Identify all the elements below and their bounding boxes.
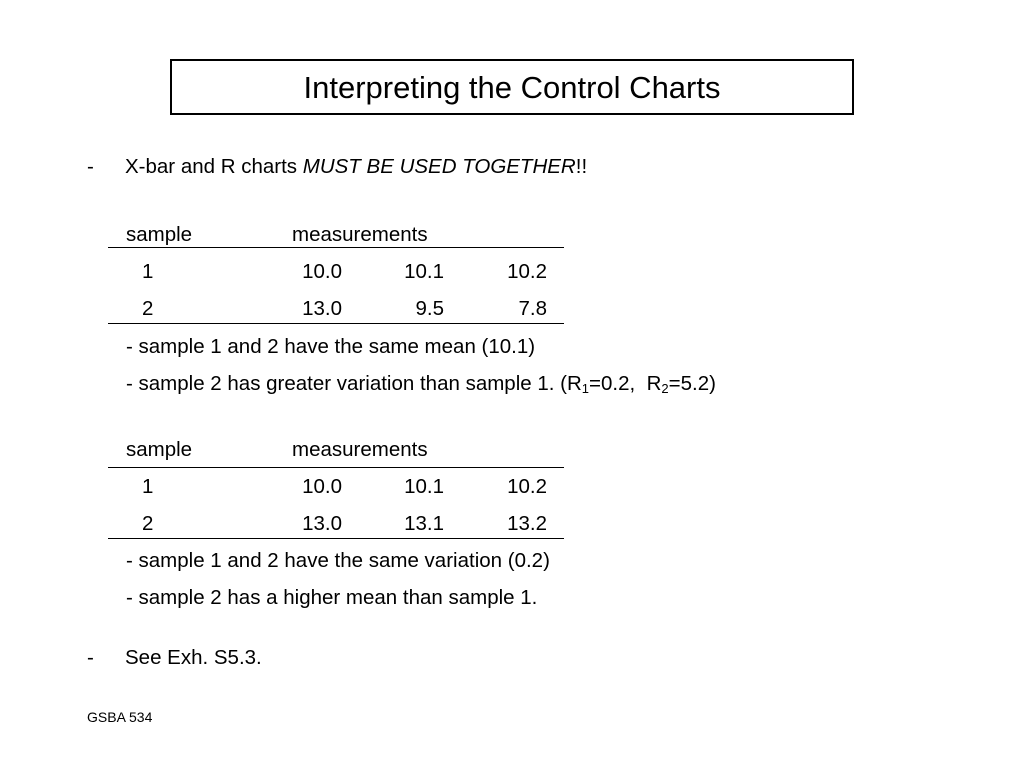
table-1-row-2-m3: 7.8 <box>518 297 547 320</box>
table-2-header-rule <box>108 467 564 468</box>
table-2-row-2-m1: 13.0 <box>302 512 342 535</box>
table-1-note-2 <box>126 374 716 395</box>
table-1-note-1: - sample 1 and 2 have the same mean (10.1) <box>126 335 536 358</box>
table-2-row-1-m3: 10.2 <box>507 475 547 498</box>
note-2-prefix: - sample 2 has greater variation than sample 1. (R <box>126 372 582 395</box>
bullet-1-after: !! <box>575 155 588 178</box>
note-2-suffix: =5.2) <box>668 372 716 395</box>
bullet-1-before: X-bar and R charts <box>125 155 303 178</box>
table-2-row-2-m3: 13.2 <box>507 512 547 535</box>
table-1-bottom-rule <box>108 323 564 324</box>
bullet-1-emphasis: MUST BE USED TOGETHER <box>302 155 576 178</box>
table-1-row-1-m2: 10.1 <box>404 260 444 283</box>
table-2-bottom-rule <box>108 538 564 539</box>
table-2-header-measurements: measurements <box>292 438 428 461</box>
bullet-dash-2: - <box>87 646 94 669</box>
note-2-mid: =0.2, R <box>589 372 662 395</box>
slide-footer: GSBA 534 <box>87 709 153 725</box>
table-1-row-1-m3: 10.2 <box>507 260 547 283</box>
table-1-row-1-m1: 10.0 <box>302 260 342 283</box>
title-box <box>170 59 854 115</box>
table-1-header-rule <box>108 247 564 248</box>
bullet-1-text <box>125 157 587 178</box>
table-1-row-1-sample: 1 <box>142 260 154 283</box>
note-2-sub-1: 1 <box>581 381 590 396</box>
table-1-row-2-m2: 9.5 <box>415 297 444 320</box>
table-2-note-1: - sample 1 and 2 have the same variation (0.2) <box>126 549 550 572</box>
table-1-header-sample: sample <box>126 223 193 246</box>
slide-title: Interpreting the Control Charts <box>303 69 721 105</box>
table-2-row-1-m2: 10.1 <box>404 475 444 498</box>
table-2-note-2: - sample 2 has a higher mean than sample 1. <box>126 586 538 609</box>
note-2-sub-2: 2 <box>661 381 669 396</box>
table-2-header-sample: sample <box>126 438 193 461</box>
table-1-row-2-sample: 2 <box>142 297 154 320</box>
table-2-row-2-m2: 13.1 <box>404 512 444 535</box>
bullet-2-text: See Exh. S5.3. <box>125 646 262 669</box>
table-1-header-measurements: measurements <box>292 223 428 246</box>
table-2-row-2-sample: 2 <box>142 512 154 535</box>
table-2-row-1-m1: 10.0 <box>302 475 342 498</box>
bullet-dash-1: - <box>87 155 94 178</box>
table-1-row-2-m1: 13.0 <box>302 297 342 320</box>
table-2-row-1-sample: 1 <box>142 475 154 498</box>
